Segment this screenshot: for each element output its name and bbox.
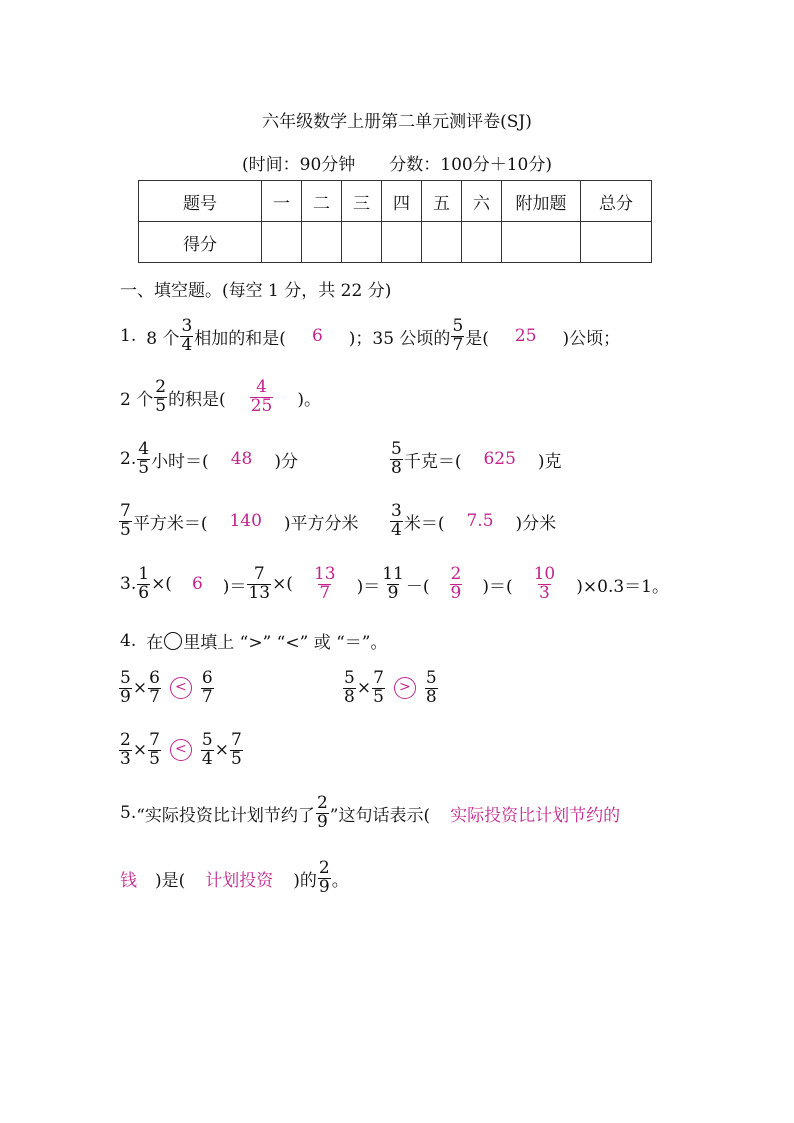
question-5-line-1 [120, 795, 620, 832]
header-cell: 附加题 [502, 181, 581, 222]
fraction: $\frac{2}{3}$ [120, 730, 131, 769]
page-title: 六年级数学上册第二单元测评卷(SJ) [262, 112, 532, 132]
fraction: $\frac{5}{7}$ [452, 316, 464, 355]
answer-fraction: $\frac{4}{25}$ [250, 377, 273, 416]
score-cell [462, 222, 502, 263]
question-3 [120, 566, 669, 603]
text: 的积是( [168, 389, 226, 410]
text: 小时＝( [151, 451, 209, 472]
fraction: $\frac{3}{4}$ [181, 316, 193, 355]
text: 千克＝( [403, 451, 462, 472]
score-cell [422, 222, 462, 263]
score-cell [382, 222, 422, 263]
times-sign: × [132, 678, 148, 699]
fraction: $\frac{5}{9}$ [120, 668, 131, 707]
fraction: $\frac{5}{4}$ [201, 730, 213, 769]
text: )克 [537, 451, 562, 472]
fraction: $\frac{1}{6}$ [138, 564, 150, 603]
text: )分米 [515, 513, 557, 534]
text: )的 [293, 870, 317, 891]
question-number: 4. [120, 630, 137, 651]
fraction: $\frac{3}{4}$ [391, 501, 402, 540]
text: 2 个 [120, 389, 154, 410]
fraction: $\frac{7}{13}$ [248, 564, 271, 603]
header-cell: 五 [422, 181, 462, 222]
header-cell: 六 [462, 181, 502, 222]
score-cell [262, 222, 302, 263]
text: )＝( [482, 576, 513, 597]
answer: 625 [483, 449, 516, 470]
text: )。 [297, 389, 321, 410]
answer-fraction: $\frac{13}{7}$ [313, 564, 336, 603]
answer: 6 [191, 574, 203, 595]
fraction: $\frac{5}{8}$ [344, 668, 355, 707]
fraction: $\frac{7}{5}$ [120, 501, 131, 540]
score-cell [302, 222, 342, 263]
question-2-line-2b [389, 503, 556, 540]
answer: 25 [514, 326, 537, 347]
question-2-line-2a [118, 503, 359, 540]
answer: 140 [229, 511, 262, 532]
circle-icon [164, 632, 182, 650]
text: －( [405, 576, 430, 597]
times-sign: × [214, 740, 229, 761]
section-heading: 一、填空题。(每空 1 分，共 22 分) [120, 281, 392, 301]
question-1-line-2 [120, 379, 321, 416]
answer: 钱 [120, 870, 137, 891]
fraction: $\frac{5}{8}$ [391, 439, 402, 478]
text: 8 个 [146, 328, 180, 349]
score-row-label: 得分 [139, 222, 262, 263]
answer: 实际投资比计划节约的 [450, 805, 621, 826]
fraction: $\frac{7}{5}$ [373, 668, 384, 707]
answer-circle: < [170, 739, 192, 761]
text: )公顷； [562, 328, 621, 349]
header-cell: 一 [262, 181, 302, 222]
fraction: $\frac{2}{5}$ [155, 377, 167, 416]
text: 里填上 “>” “<” 或 “＝”。 [183, 633, 388, 653]
comparison-3 [118, 732, 244, 769]
times-sign: × [132, 740, 148, 761]
text: 米＝( [403, 513, 445, 534]
fraction: $\frac{6}{7}$ [201, 668, 213, 707]
text: 在 [146, 633, 164, 653]
question-1-line-1 [120, 318, 620, 355]
answer: 7.5 [466, 511, 494, 532]
comparison-1 [118, 670, 215, 707]
text: ×( [272, 574, 293, 595]
score-cell [342, 222, 382, 263]
question-number: 5. [120, 803, 137, 824]
fraction: $\frac{7}{5}$ [230, 730, 242, 769]
text: )平方分米 [283, 513, 359, 534]
fraction: $\frac{7}{5}$ [149, 730, 160, 769]
question-2-line-1b [389, 441, 562, 478]
text: ”这句话表示( [329, 805, 431, 826]
question-number: 3. [120, 574, 137, 595]
answer: 6 [311, 326, 323, 347]
text: )是( [155, 870, 186, 891]
fraction: $\frac{6}{7}$ [149, 668, 160, 707]
text: 相加的和是( [194, 328, 286, 349]
question-4 [120, 628, 387, 653]
header-cell: 四 [382, 181, 422, 222]
question-5-line-2 [120, 860, 349, 897]
answer-fraction: $\frac{2}{9}$ [450, 564, 462, 603]
text: 平方米＝( [132, 513, 208, 534]
score-table-header-row [139, 181, 652, 222]
text: 是( [465, 328, 489, 349]
fraction: $\frac{4}{5}$ [138, 439, 150, 478]
question-2-line-1a [120, 441, 298, 478]
answer: 48 [230, 449, 253, 470]
header-cell: 总分 [581, 181, 652, 222]
text: )＝ [356, 576, 381, 597]
times-sign: × [356, 678, 372, 699]
text: ×( [151, 574, 172, 595]
answer-fraction: $\frac{10}{3}$ [533, 564, 556, 603]
question-number: 2. [120, 449, 137, 470]
text: )×0.3＝1。 [576, 576, 669, 597]
question-number: 1. [120, 326, 137, 347]
text: 。 [331, 870, 349, 891]
answer-circle: > [394, 677, 416, 699]
fraction: $\frac{2}{9}$ [316, 793, 328, 832]
fraction: $\frac{2}{9}$ [318, 858, 330, 897]
score-cell [502, 222, 581, 263]
header-cell: 二 [302, 181, 342, 222]
text: )＝ [222, 576, 247, 597]
score-cell [581, 222, 652, 263]
exam-info: (时间：90分钟 分数：100分＋10分) [242, 155, 552, 175]
text: “实际投资比计划节约了 [136, 805, 315, 826]
fraction: $\frac{11}{9}$ [382, 564, 404, 603]
answer: 计划投资 [205, 870, 274, 891]
comparison-2 [342, 670, 439, 707]
fraction: $\frac{5}{8}$ [425, 668, 437, 707]
header-cell: 三 [342, 181, 382, 222]
text: )分 [274, 451, 298, 472]
answer-circle: < [170, 677, 192, 699]
text: )；35 公顷的 [348, 328, 451, 349]
score-table [138, 180, 652, 263]
header-cell: 题号 [139, 181, 262, 222]
score-table-score-row [139, 222, 652, 263]
